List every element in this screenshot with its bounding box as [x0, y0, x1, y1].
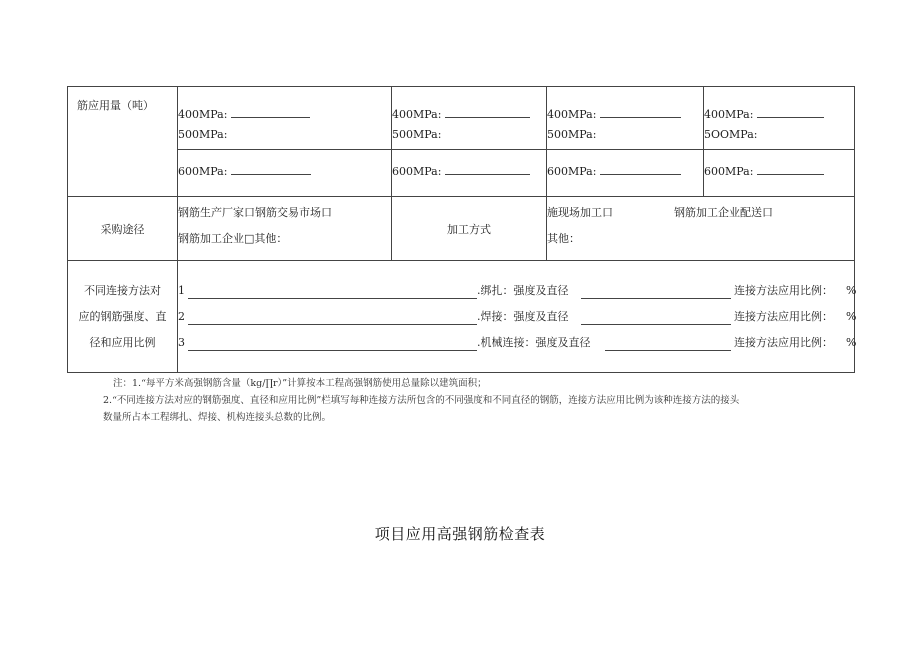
method-num: 2 [178, 309, 185, 323]
processing-option-other[interactable]: 其他： [547, 232, 580, 245]
method-row [178, 330, 857, 356]
usage-400-blank[interactable] [600, 105, 681, 118]
ratio-label: 连接方法应用比例： [734, 309, 833, 323]
usage-500-label: 500MPa: [547, 128, 597, 141]
usage-400-label: 400MPa: [704, 108, 754, 121]
method-row [178, 278, 857, 304]
methods-label-line2: 应的钢筋强度、直 [78, 309, 167, 323]
percent-unit: % [846, 335, 857, 349]
usage-cell-1 [178, 87, 392, 150]
procurement-options-line2[interactable]: 钢筋加工企业□其他： [178, 232, 288, 245]
method-blank[interactable] [188, 286, 477, 299]
usage-cell-3 [547, 87, 704, 150]
method-blank[interactable] [188, 338, 477, 351]
usage-cell-2 [392, 87, 547, 150]
processing-options-cell [547, 197, 855, 261]
usage-600-cell-2 [392, 150, 547, 197]
procurement-options-cell [178, 197, 392, 261]
methods-cell [178, 261, 855, 373]
procurement-label-cell [68, 197, 178, 261]
percent-unit: % [846, 309, 857, 323]
page-title: 项目应用高强钢筋检查表 [374, 525, 546, 543]
method-label: .焊接：强度及直径 [477, 309, 569, 323]
methods-label-cell [68, 261, 178, 373]
procurement-label: 采购途径 [100, 222, 145, 236]
usage-400-blank[interactable] [757, 105, 824, 118]
usage-500-label: 500MPa: [178, 128, 228, 141]
usage-400-blank[interactable] [445, 105, 530, 118]
percent-unit: % [846, 283, 857, 297]
usage-400-label: 400MPa: [178, 108, 228, 121]
method-label: .绑扎：强度及直径 [477, 283, 569, 297]
strength-blank[interactable] [581, 312, 731, 325]
usage-400-label: 400MPa: [392, 108, 442, 121]
procurement-options-line1[interactable]: 钢筋生产厂家口钢筋交易市场口 [178, 206, 332, 219]
usage-cell-4 [704, 87, 855, 150]
usage-400-blank[interactable] [231, 105, 310, 118]
usage-600-label: 600MPa: [547, 165, 597, 178]
method-label: .机械连接：强度及直径 [477, 335, 591, 349]
method-num: 1 [178, 283, 185, 297]
note-line-2: 2.“不同连接方法对应的钢筋强度、直径和应用比例”栏填写每种连接方法所包含的不同强度和不同直径的钢筋，连接方法应用比例为该种连接方法的接头 [103, 395, 740, 406]
processing-option-enterprise[interactable]: 钢筋加工企业配送口 [674, 206, 773, 219]
note-line-3: 数量所占本工程绑扎、焊接、机构连接头总数的比例。 [103, 412, 332, 423]
note-line-1: 注：1.“每平方米高强钢筋含量（kg∕∏r）”计算按本工程高强钢筋使用总量除以建筑面积； [113, 378, 487, 389]
usage-500-label: 500MPa: [392, 128, 442, 141]
rebar-usage-label: 筋应用量（吨） [77, 99, 154, 112]
usage-600-blank[interactable] [231, 162, 311, 175]
usage-600-blank[interactable] [757, 162, 824, 175]
rebar-inspection-table [67, 86, 855, 373]
ratio-label: 连接方法应用比例： [734, 335, 833, 349]
rebar-usage-label-cell [68, 87, 178, 197]
processing-label-cell [392, 197, 547, 261]
usage-600-label: 600MPa: [178, 165, 228, 178]
processing-option-onsite[interactable]: 施现场加工口 [547, 206, 613, 219]
method-num: 3 [178, 335, 185, 349]
usage-500-label: 5OOMPa: [704, 128, 758, 141]
usage-600-cell-4 [704, 150, 855, 197]
strength-blank[interactable] [581, 286, 731, 299]
ratio-label: 连接方法应用比例： [734, 283, 833, 297]
method-blank[interactable] [188, 312, 477, 325]
usage-600-cell-3 [547, 150, 704, 197]
method-row [178, 304, 857, 330]
strength-blank[interactable] [605, 338, 731, 351]
usage-600-cell-1 [178, 150, 392, 197]
usage-600-blank[interactable] [445, 162, 530, 175]
usage-600-label: 600MPa: [704, 165, 754, 178]
notes-block [103, 375, 858, 426]
usage-600-label: 600MPa: [392, 165, 442, 178]
methods-label-line3: 径和应用比例 [89, 335, 156, 349]
methods-label-line1: 不同连接方法对 [84, 283, 161, 297]
usage-400-label: 400MPa: [547, 108, 597, 121]
usage-600-blank[interactable] [600, 162, 681, 175]
processing-label: 加工方式 [447, 222, 491, 236]
